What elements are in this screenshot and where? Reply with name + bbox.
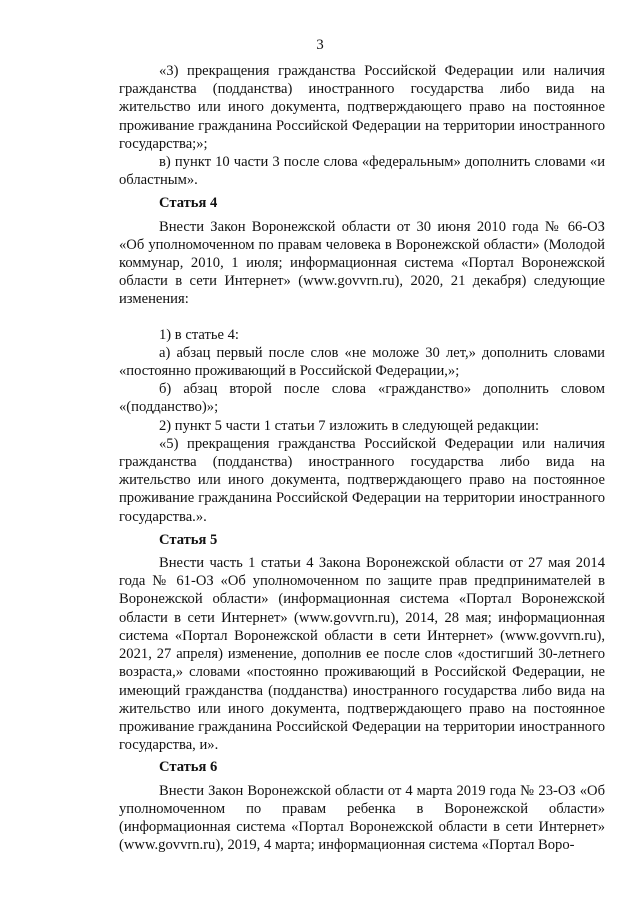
page-number: 3 — [316, 37, 324, 53]
heading-article-5: Статья 5 — [159, 531, 218, 548]
item-b-paragraph-2: б) абзац второй после слова «гражданство» дополнить словом «(подданство)»; — [119, 381, 605, 416]
heading-article-6: Статья 6 — [159, 759, 218, 776]
article-5-text: Внести часть 1 статьи 4 Закона Воронежской области от 27 мая 2014 года № 61-ОЗ «Об уполномоченном по защите прав предпринимателей в Воронежской области» (информационная система «Портал Воронежской области в сети Интернет» (www.govvrn.ru), 2014, 28 мая; информационная система «Портал Воронежской области в сети Интернет» (www.govvrn.ru), 2021, 27 апреля) изменение, дополнив ее после слов «достигший 30-летнего возраста,» словами «постоянно проживающий в Российской Федерации, не имеющий гражданства (подданства) иностранного государства либо вида на жительство или иного документа, подтверждающего право на постоянное проживание гражданина Российской Федерации на территории иностранного государства, и». — [119, 555, 605, 754]
document-body — [119, 62, 605, 854]
item-2-article-7: 2) пункт 5 части 1 статьи 7 изложить в следующей редакции: — [159, 417, 540, 434]
quote-item-5: «5) прекращения гражданства Российской Федерации или наличия гражданства (подданства) иностранного государства либо вида на жительство или иного документа, подтверждающего право на постоянное проживание гражданина Российской Федерации на территории иностранного государства.». — [119, 435, 605, 525]
item-v-point-10: в) пункт 10 части 3 после слова «федеральным» дополнить словами «и областным». — [119, 154, 605, 189]
item-1-article-4: 1) в статье 4: — [159, 326, 239, 343]
spacer — [119, 309, 605, 326]
item-a-paragraph-1: а) абзац первый после слов «не моложе 30 лет,» дополнить словами «постоянно проживающий в Российской Федерации,»; — [119, 344, 605, 380]
heading-article-4: Статья 4 — [159, 195, 218, 212]
article-6-text: Внести Закон Воронежской области от 4 марта 2019 года № 23-ОЗ «Об уполномоченном по правам ребенка в Воронежской области» (информационная система «Портал Воронежской области в сети Интернет» (www.govvrn.ru), 2019, 4 марта; информационная система «Портал Воро- — [119, 782, 605, 854]
article-4-intro: Внести Закон Воронежской области от 30 июня 2010 года № 66-ОЗ «Об уполномоченном по правам человека в Воронежской области» (Молодой коммунар, 2010, 1 июля; информационная система «Портал Воронежской области в сети Интернет» (www.govvrn.ru), 2020, 21 декабря) следующие изменения: — [119, 218, 605, 308]
quote-item-3: «3) прекращения гражданства Российской Федерации или наличия гражданства (подданства) иностранного государства либо вида на жительство или иного документа, подтверждающего право на постоянное проживание гражданина Российской Федерации на территории иностранного государства;»; — [119, 63, 605, 152]
